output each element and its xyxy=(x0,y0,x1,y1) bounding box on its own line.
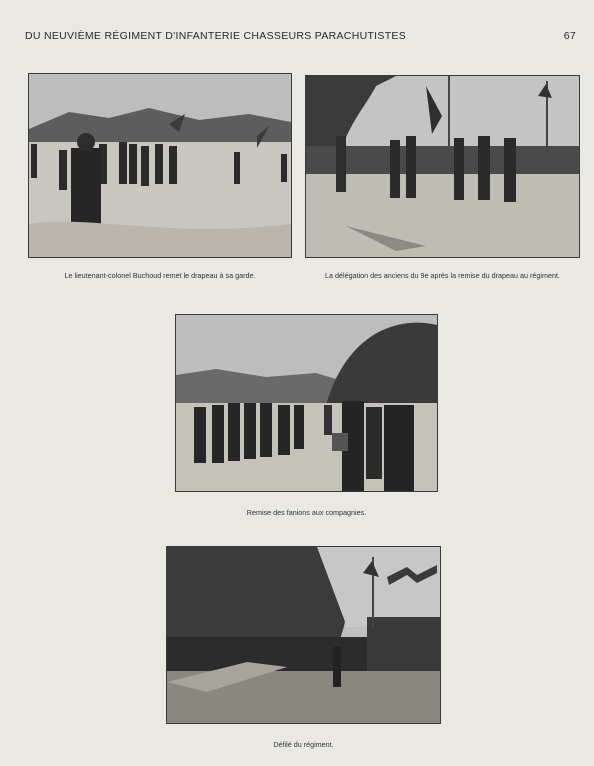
photo-veterans-delegation xyxy=(306,76,579,257)
photo-caption: La délégation des anciens du 9e après la remise du drapeau au régiment. xyxy=(325,271,560,280)
photo-caption: Remise des fanions aux compagnies. xyxy=(246,508,367,517)
photo-pennants-ceremony xyxy=(176,315,437,491)
photo-caption: Défilé du régiment. xyxy=(273,740,334,749)
photo-regiment-parade xyxy=(167,547,440,723)
page-header xyxy=(25,28,576,44)
running-title: DU NEUVIÈME RÉGIMENT D'INFANTERIE CHASSEURS PARACHUTISTES xyxy=(25,30,407,42)
photo-colonel-flag-handover xyxy=(29,74,291,257)
photo-caption: Le lieutenant-colonel Buchoud remet le drapeau à sa garde. xyxy=(64,271,256,280)
page-number: 67 xyxy=(563,30,576,42)
